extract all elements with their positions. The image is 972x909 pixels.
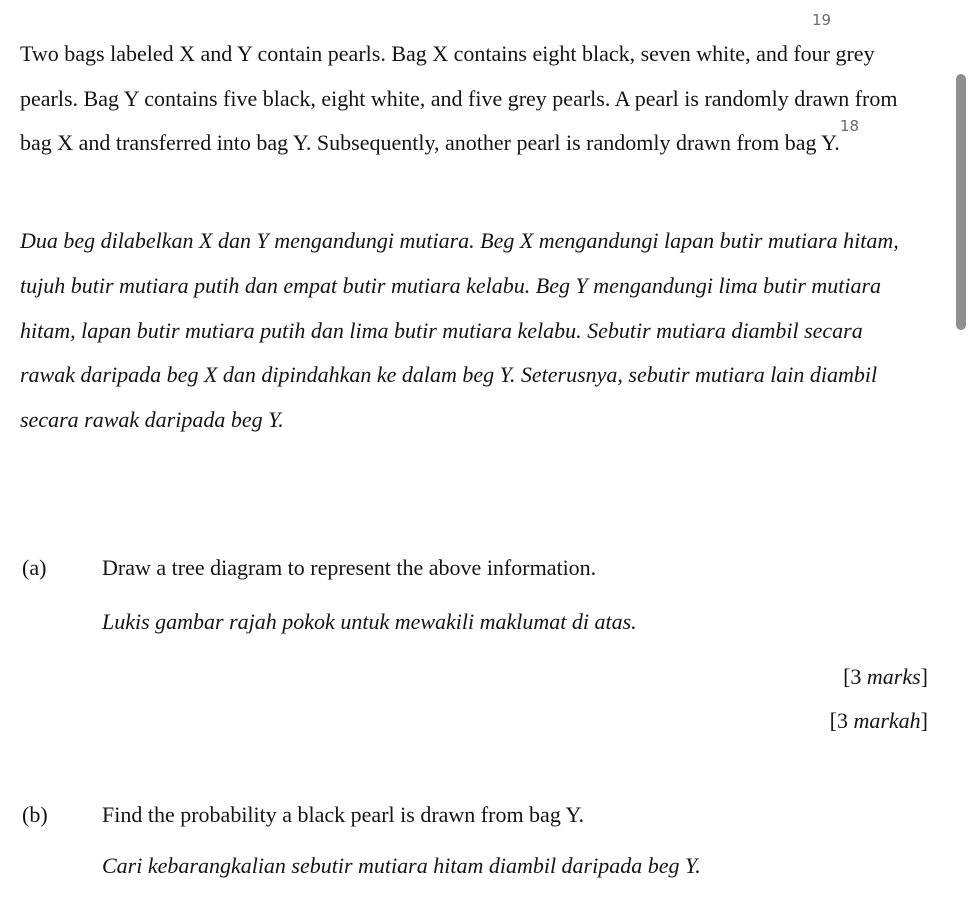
part-a-question-malay: Lukis gambar rajah pokok untuk mewakili maklumat di atas. [102,609,637,634]
part-a-label: (a) [22,555,47,580]
question-intro-english: Two bags labeled X and Y contain pearls. Bag X contains eight black, seven white, and four grey pearls. Bag Y contains five black, eight white, and five grey pearls. A pearl is randomly drawn from bag X and transferred into bag Y. Subsequently, another pearl is randomly drawn from bag Y. [20,41,898,155]
part-a-marks-english: [3 marks] [843,664,928,689]
handwritten-number-top: 19 [812,11,832,29]
part-a-marks-malay: [3 markah] [829,708,928,733]
part-b-question-english: Find the probability a black pearl is drawn from bag Y. [102,802,585,827]
handwritten-number-inline: 18 [840,117,860,135]
question-intro-malay: Dua beg dilabelkan X dan Y mengandungi mutiara. Beg X mengandungi lapan butir mutiara hitam, tujuh butir mutiara putih dan empat butir mutiara kelabu. Beg Y mengandungi lima butir mutiara hitam, lapan butir mutiara putih dan lima butir mutiara kelabu. Sebutir mutiara diambil secara rawak daripada beg X dan dipindahkan ke dalam beg Y. Seterusnya, sebutir mutiara lain diambil secara rawak daripada beg Y. [20,228,899,433]
vertical-scrollbar[interactable] [956,74,966,330]
part-a-question-english: Draw a tree diagram to represent the above information. [102,555,597,580]
part-b-question-malay: Cari kebarangkalian sebutir mutiara hitam diambil daripada beg Y. [102,853,701,878]
part-b-label: (b) [22,802,48,827]
